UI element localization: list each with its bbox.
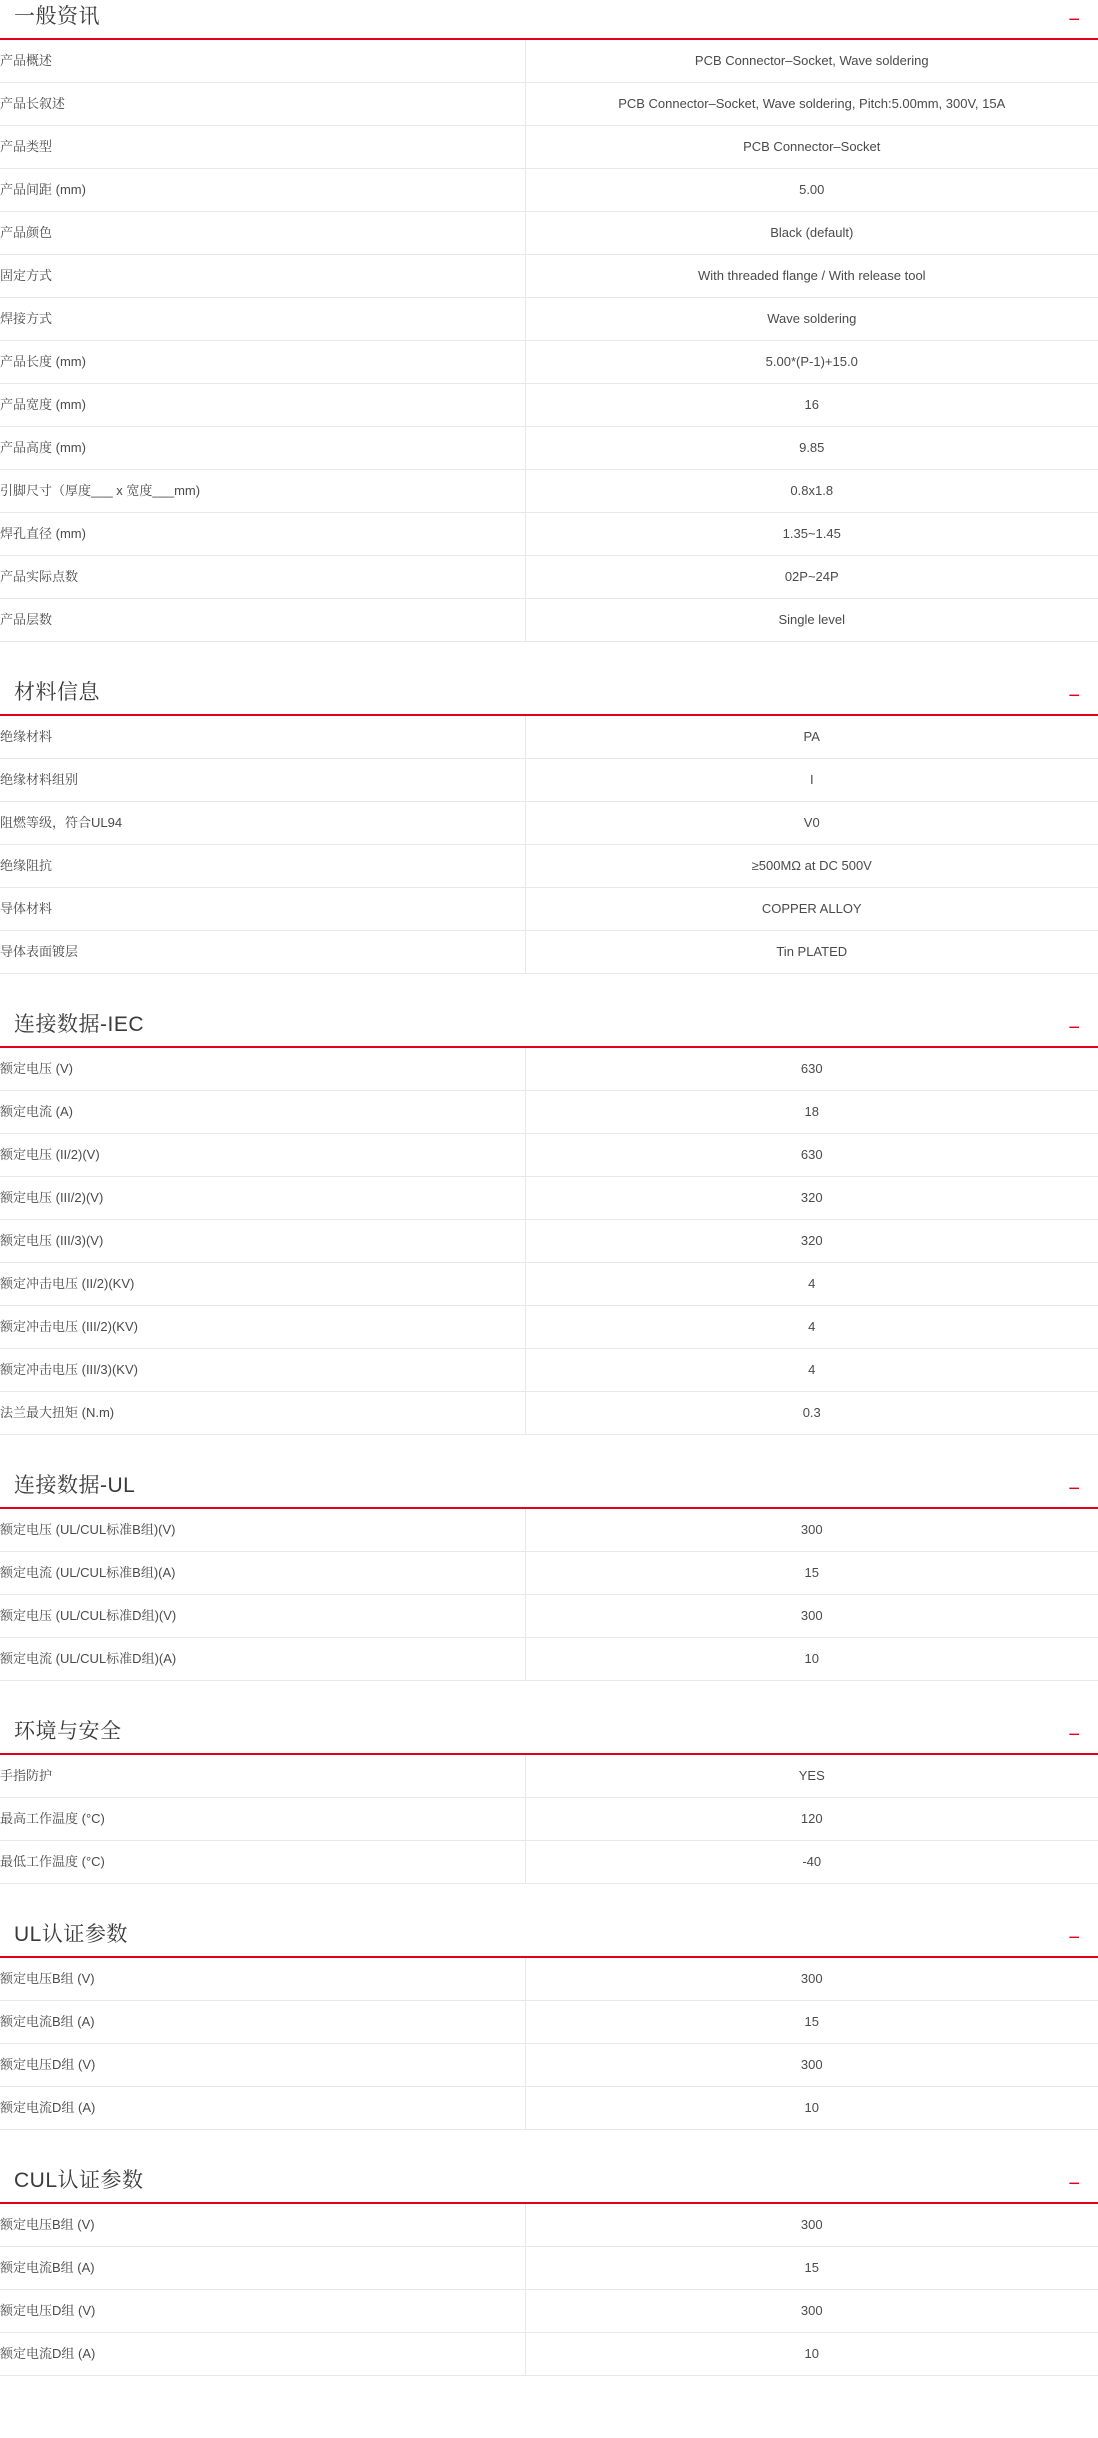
spec-label: 导体表面镀层 [0,931,525,974]
table-row [0,126,1098,169]
spec-value: 630 [800,1147,823,1162]
table-row [0,1177,1098,1220]
spec-section [0,0,1098,642]
spec-table [0,40,1098,642]
spec-value: 0.3 [802,1405,821,1420]
spec-value: 4 [808,1362,816,1377]
spec-value: 4 [808,1319,816,1334]
spec-value: PCB Connector–Socket [743,139,881,154]
spec-label: 额定电流D组 (A) [0,2333,525,2376]
section-title: 一般资讯 [14,5,100,28]
table-row [0,1392,1098,1435]
spec-label: 额定电压 (UL/CUL标准B组)(V) [0,1509,525,1552]
spec-label: 固定方式 [0,255,525,298]
spec-label: 额定电流 (UL/CUL标准D组)(A) [0,1638,525,1681]
spec-value: 320 [800,1233,823,1248]
table-row [0,931,1098,974]
spec-label: 额定电流B组 (A) [0,2001,525,2044]
spec-label: 产品实际点数 [0,556,525,599]
table-row [0,1349,1098,1392]
spec-value: PCB Connector–Socket, Wave soldering [694,53,929,68]
table-row [0,212,1098,255]
spec-label: 额定电压 (III/3)(V) [0,1220,525,1263]
table-row [0,470,1098,513]
spec-value: Black (default) [770,225,854,240]
spec-label: 引脚尺寸（厚度___ x 宽度___mm) [0,470,525,513]
table-row [0,169,1098,212]
spec-value: 120 [800,1811,823,1826]
spec-label: 产品长叙述 [0,83,525,126]
section-header[interactable] [0,1012,1098,1048]
table-row [0,2247,1098,2290]
table-row [0,298,1098,341]
spec-label: 阻燃等级，符合UL94 [0,802,525,845]
spec-value: 15 [804,2260,819,2275]
spec-table [0,1509,1098,1681]
spec-section [0,1473,1098,1681]
spec-value: COPPER ALLOY [761,901,862,916]
spec-value: 02P~24P [784,569,839,584]
spec-label: 绝缘材料 [0,716,525,759]
table-row [0,341,1098,384]
table-row [0,427,1098,470]
section-title: 材料信息 [14,681,100,704]
spec-table [0,716,1098,974]
spec-table [0,1958,1098,2130]
spec-label: 产品高度 (mm) [0,427,525,470]
table-row [0,2001,1098,2044]
spec-section [0,2168,1098,2376]
spec-label: 法兰最大扭矩 (N.m) [0,1392,525,1435]
spec-label: 绝缘材料组别 [0,759,525,802]
spec-label: 绝缘阻抗 [0,845,525,888]
spec-label: 额定冲击电压 (III/2)(KV) [0,1306,525,1349]
spec-value: PCB Connector–Socket, Wave soldering, Pitch:5.00mm, 300V, 15A [618,96,1006,111]
spec-value: 4 [808,1276,816,1291]
table-row [0,1091,1098,1134]
spec-label: 额定电压 (III/2)(V) [0,1177,525,1220]
table-row [0,1755,1098,1798]
table-row [0,2204,1098,2247]
spec-label: 额定冲击电压 (III/3)(KV) [0,1349,525,1392]
spec-value: Wave soldering [767,311,857,326]
spec-value: Single level [778,612,845,627]
spec-value: Tin PLATED [776,944,848,959]
table-row [0,1306,1098,1349]
table-row [0,255,1098,298]
spec-section [0,680,1098,974]
spec-table [0,1048,1098,1435]
table-row [0,888,1098,931]
spec-label: 额定电压D组 (V) [0,2290,525,2333]
spec-value: I [809,772,814,787]
spec-value: PA [803,729,820,744]
spec-value: 18 [804,1104,819,1119]
spec-label: 额定电压 (II/2)(V) [0,1134,525,1177]
spec-label: 额定电流 (UL/CUL标准B组)(A) [0,1552,525,1595]
table-row [0,599,1098,642]
spec-label: 产品宽度 (mm) [0,384,525,427]
section-header[interactable] [0,1473,1098,1509]
spec-value: 630 [800,1061,823,1076]
section-header[interactable] [0,0,1098,40]
spec-section [0,1922,1098,2130]
table-row [0,83,1098,126]
table-row [0,759,1098,802]
spec-value: -40 [802,1854,822,1869]
spec-section [0,1719,1098,1884]
spec-label: 额定电压 (UL/CUL标准D组)(V) [0,1595,525,1638]
table-row [0,716,1098,759]
spec-value: 10 [804,2346,819,2361]
spec-value: 300 [800,1522,823,1537]
table-row [0,1509,1098,1552]
spec-label: 额定电压B组 (V) [0,1958,525,2001]
spec-label: 额定电流 (A) [0,1091,525,1134]
spec-value: 10 [804,1651,819,1666]
table-row [0,1595,1098,1638]
spec-label: 产品类型 [0,126,525,169]
spec-value: 320 [800,1190,823,1205]
section-title: 连接数据-IEC [14,1013,144,1036]
spec-label: 额定电流B组 (A) [0,2247,525,2290]
table-row [0,1220,1098,1263]
collapse-minus-icon[interactable]: − [1068,1724,1080,1746]
spec-label: 产品概述 [0,40,525,83]
spec-value: 16 [804,397,819,412]
section-title: 连接数据-UL [14,1474,136,1497]
spec-value: 15 [804,2014,819,2029]
spec-value: 5.00*(P-1)+15.0 [765,354,858,369]
spec-value: ≥500MΩ at DC 500V [751,858,872,873]
spec-value: 9.85 [799,440,825,455]
spec-value: 10 [804,2100,819,2115]
table-row [0,40,1098,83]
table-row [0,2290,1098,2333]
spec-label: 导体材料 [0,888,525,931]
section-header[interactable] [0,2168,1098,2204]
spec-value: YES [798,1768,825,1783]
table-row [0,2333,1098,2376]
table-row [0,1638,1098,1681]
table-row [0,1958,1098,2001]
spec-table [0,1755,1098,1884]
collapse-minus-icon[interactable]: − [1068,1927,1080,1949]
table-row [0,2044,1098,2087]
spec-value: 300 [800,2217,823,2232]
table-row [0,1263,1098,1306]
spec-value: 300 [800,1971,823,1986]
section-title: 环境与安全 [14,1720,122,1743]
spec-label: 焊孔直径 (mm) [0,513,525,556]
spec-label: 产品层数 [0,599,525,642]
spec-value: 1.35~1.45 [782,526,841,541]
section-header[interactable] [0,1922,1098,1958]
spec-label: 最高工作温度 (°C) [0,1798,525,1841]
spec-label: 焊接方式 [0,298,525,341]
spec-label: 产品间距 (mm) [0,169,525,212]
table-row [0,1552,1098,1595]
table-row [0,802,1098,845]
table-row [0,556,1098,599]
table-row [0,1798,1098,1841]
section-header[interactable] [0,1719,1098,1755]
table-row [0,1841,1098,1884]
spec-value: 300 [800,2303,823,2318]
spec-label: 最低工作温度 (°C) [0,1841,525,1884]
section-title: UL认证参数 [14,1923,128,1946]
section-title: CUL认证参数 [14,2169,144,2192]
spec-label: 额定电压D组 (V) [0,2044,525,2087]
spec-label: 额定电压 (V) [0,1048,525,1091]
spec-label: 额定电流D组 (A) [0,2087,525,2130]
table-row [0,513,1098,556]
spec-value: 300 [800,1608,823,1623]
section-header[interactable] [0,680,1098,716]
collapse-minus-icon[interactable]: − [1068,1017,1080,1039]
spec-value: 5.00 [799,182,825,197]
spec-value: With threaded flange / With release tool [697,268,926,283]
spec-label: 手指防护 [0,1755,525,1798]
spec-table [0,2204,1098,2376]
collapse-minus-icon[interactable]: − [1068,1478,1080,1500]
spec-label: 额定电压B组 (V) [0,2204,525,2247]
spec-section [0,1012,1098,1435]
table-row [0,845,1098,888]
spec-value: 0.8x1.8 [790,483,834,498]
table-row [0,1048,1098,1091]
spec-label: 额定冲击电压 (II/2)(KV) [0,1263,525,1306]
collapse-minus-icon[interactable]: − [1068,2173,1080,2195]
spec-label: 产品长度 (mm) [0,341,525,384]
table-row [0,1134,1098,1177]
spec-value: V0 [803,815,820,830]
table-row [0,384,1098,427]
spec-label: 产品颜色 [0,212,525,255]
table-row [0,2087,1098,2130]
spec-value: 300 [800,2057,823,2072]
collapse-minus-icon[interactable]: − [1068,9,1080,31]
spec-value: 15 [804,1565,819,1580]
collapse-minus-icon[interactable]: − [1068,685,1080,707]
